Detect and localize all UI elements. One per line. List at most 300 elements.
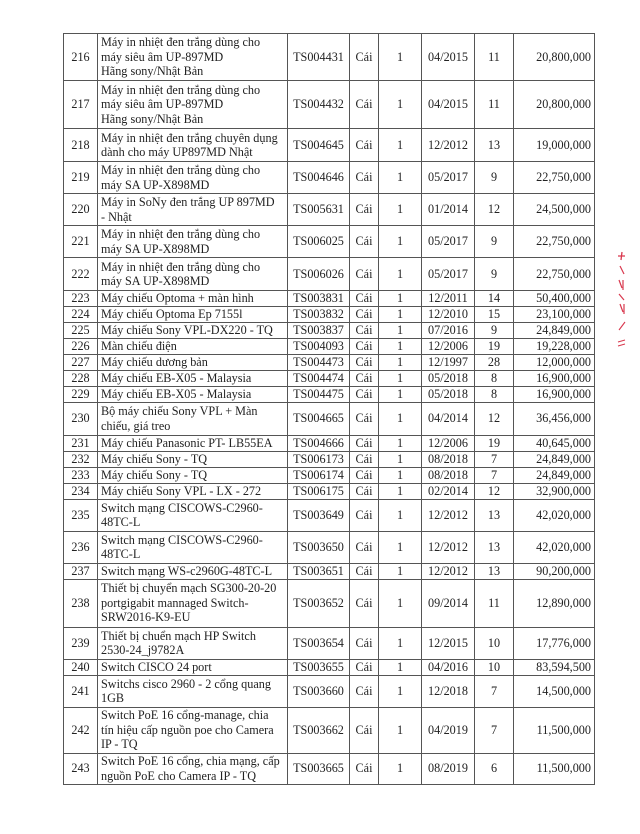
unit-cell: Cái: [350, 81, 379, 129]
years-used-cell: 7: [475, 675, 514, 707]
row-description-cell: [98, 659, 288, 675]
years-used-cell: 13: [475, 531, 514, 563]
row-number-cell: 229: [64, 386, 98, 402]
quantity-cell: 1: [379, 579, 422, 627]
unit-cell: Cái: [350, 34, 379, 81]
table-row: [64, 402, 595, 435]
acquired-date-cell: 04/2014: [422, 402, 475, 435]
unit-cell: Cái: [350, 386, 379, 402]
quantity-cell: 1: [379, 291, 422, 307]
table-row: [64, 435, 595, 451]
table-row: [64, 707, 595, 753]
unit-cell: Cái: [350, 483, 379, 499]
row-description-cell: [98, 563, 288, 579]
table-row: [64, 129, 595, 162]
margin-red-marks: [615, 250, 631, 363]
row-description-cell: [98, 467, 288, 483]
years-used-cell: 7: [475, 467, 514, 483]
years-used-cell: 15: [475, 306, 514, 322]
acquired-date-cell: 12/1997: [422, 354, 475, 370]
quantity-cell: 1: [379, 34, 422, 81]
years-used-cell: 12: [475, 194, 514, 226]
asset-code-cell: TS003649: [288, 499, 350, 531]
description-line: nguồn PoE cho Camera IP - TQ: [101, 768, 257, 783]
acquired-date-cell: 08/2018: [422, 467, 475, 483]
description-line: portgigabit mannaged Switch-: [101, 595, 249, 610]
original-value-cell: 24,849,000: [514, 467, 595, 483]
description-line: Switch mạng CISCOWS-C2960-: [101, 532, 263, 547]
row-description-cell: [98, 322, 288, 338]
original-value-cell: 36,456,000: [514, 402, 595, 435]
original-value-cell: 22,750,000: [514, 226, 595, 258]
table-row: [64, 659, 595, 675]
quantity-cell: 1: [379, 194, 422, 226]
unit-cell: Cái: [350, 707, 379, 753]
table-row: [64, 194, 595, 226]
row-description-cell: [98, 34, 288, 81]
years-used-cell: 28: [475, 354, 514, 370]
years-used-cell: 9: [475, 226, 514, 258]
row-number-cell: 223: [64, 291, 98, 307]
handwritten-mark-icon: [615, 250, 629, 360]
years-used-cell: 10: [475, 659, 514, 675]
description-line: chiếu, giá treo: [101, 418, 171, 433]
description-line: Máy chiếu Sony VPL-DX220 - TQ: [101, 322, 273, 337]
row-number-cell: 232: [64, 451, 98, 467]
acquired-date-cell: 12/2015: [422, 627, 475, 659]
table-row: [64, 81, 595, 129]
original-value-cell: 12,890,000: [514, 579, 595, 627]
row-description-cell: [98, 499, 288, 531]
unit-cell: Cái: [350, 467, 379, 483]
original-value-cell: 90,200,000: [514, 563, 595, 579]
acquired-date-cell: 12/2011: [422, 291, 475, 307]
asset-code-cell: TS003662: [288, 707, 350, 753]
row-number-cell: 219: [64, 162, 98, 194]
asset-code-cell: TS006026: [288, 258, 350, 291]
table-row: [64, 579, 595, 627]
row-description-cell: [98, 675, 288, 707]
description-line: Máy in nhiệt đen trắng dùng cho: [101, 163, 261, 177]
row-description-cell: [98, 306, 288, 322]
table-row: [64, 531, 595, 563]
years-used-cell: 13: [475, 129, 514, 162]
table-row: [64, 370, 595, 386]
description-line: Thiết bị chuển mạch HP Switch: [101, 628, 256, 643]
description-line: máy SA UP-X898MD: [101, 177, 210, 192]
table-row: [64, 306, 595, 322]
table-row: [64, 354, 595, 370]
quantity-cell: 1: [379, 435, 422, 451]
original-value-cell: 19,228,000: [514, 338, 595, 354]
original-value-cell: 42,020,000: [514, 499, 595, 531]
description-line: Switchs cisco 2960 - 2 cổng quang: [101, 676, 271, 691]
row-description-cell: [98, 370, 288, 386]
original-value-cell: 40,645,000: [514, 435, 595, 451]
row-description-cell: [98, 435, 288, 451]
unit-cell: Cái: [350, 370, 379, 386]
description-line: Thiết bị chuyển mạch SG300-20-20: [101, 581, 277, 596]
years-used-cell: 12: [475, 483, 514, 499]
description-line: Máy chiếu Sony - TQ: [101, 451, 208, 466]
acquired-date-cell: 12/2012: [422, 129, 475, 162]
original-value-cell: 42,020,000: [514, 531, 595, 563]
acquired-date-cell: 01/2014: [422, 194, 475, 226]
description-line: Máy chiếu EB-X05 - Malaysia: [101, 386, 252, 401]
table-row: [64, 338, 595, 354]
description-line: máy SA UP-X898MD: [101, 241, 210, 256]
row-description-cell: [98, 483, 288, 499]
asset-code-cell: TS004431: [288, 34, 350, 81]
unit-cell: Cái: [350, 675, 379, 707]
asset-table: [63, 33, 595, 785]
unit-cell: Cái: [350, 306, 379, 322]
quantity-cell: 1: [379, 402, 422, 435]
description-line: Màn chiếu điện: [101, 338, 177, 353]
row-number-cell: 242: [64, 707, 98, 753]
table-row: [64, 467, 595, 483]
acquired-date-cell: 12/2012: [422, 531, 475, 563]
years-used-cell: 7: [475, 707, 514, 753]
row-number-cell: 220: [64, 194, 98, 226]
unit-cell: Cái: [350, 322, 379, 338]
row-description-cell: [98, 753, 288, 784]
original-value-cell: 24,849,000: [514, 322, 595, 338]
original-value-cell: 16,900,000: [514, 370, 595, 386]
asset-code-cell: TS004432: [288, 81, 350, 129]
description-line: 2530-24_j9782A: [101, 643, 185, 657]
unit-cell: Cái: [350, 451, 379, 467]
original-value-cell: 23,100,000: [514, 306, 595, 322]
row-description-cell: [98, 338, 288, 354]
acquired-date-cell: 04/2019: [422, 707, 475, 753]
row-number-cell: 243: [64, 753, 98, 784]
description-line: Máy chiếu dương bản: [101, 354, 208, 369]
row-description-cell: [98, 162, 288, 194]
quantity-cell: 1: [379, 707, 422, 753]
row-number-cell: 236: [64, 531, 98, 563]
description-line: Máy chiếu Optoma Ep 7155l: [101, 306, 243, 321]
quantity-cell: 1: [379, 370, 422, 386]
years-used-cell: 7: [475, 451, 514, 467]
description-line: máy siêu âm UP-897MD: [101, 49, 224, 64]
table-row: [64, 291, 595, 307]
description-line: 48TC-L: [101, 547, 141, 561]
row-number-cell: 224: [64, 306, 98, 322]
years-used-cell: 11: [475, 34, 514, 81]
row-number-cell: 241: [64, 675, 98, 707]
row-description-cell: [98, 194, 288, 226]
unit-cell: Cái: [350, 531, 379, 563]
row-number-cell: 227: [64, 354, 98, 370]
row-number-cell: 239: [64, 627, 98, 659]
original-value-cell: 24,500,000: [514, 194, 595, 226]
asset-code-cell: TS004473: [288, 354, 350, 370]
asset-code-cell: TS003651: [288, 563, 350, 579]
table-row: [64, 322, 595, 338]
row-number-cell: 240: [64, 659, 98, 675]
years-used-cell: 6: [475, 753, 514, 784]
row-number-cell: 238: [64, 579, 98, 627]
acquired-date-cell: 04/2015: [422, 34, 475, 81]
quantity-cell: 1: [379, 531, 422, 563]
acquired-date-cell: 12/2006: [422, 338, 475, 354]
table-row: [64, 386, 595, 402]
description-line: Hãng sony/Nhật Bản: [101, 64, 204, 79]
acquired-date-cell: 12/2018: [422, 675, 475, 707]
row-number-cell: 217: [64, 81, 98, 129]
quantity-cell: 1: [379, 322, 422, 338]
asset-code-cell: TS004645: [288, 129, 350, 162]
description-line: Hãng sony/Nhật Bản: [101, 111, 204, 126]
description-line: Máy in nhiệt đen trắng dùng cho: [101, 227, 261, 241]
row-number-cell: 221: [64, 226, 98, 258]
original-value-cell: 32,900,000: [514, 483, 595, 499]
acquired-date-cell: 05/2017: [422, 258, 475, 291]
original-value-cell: 11,500,000: [514, 753, 595, 784]
years-used-cell: 8: [475, 386, 514, 402]
years-used-cell: 13: [475, 499, 514, 531]
original-value-cell: 20,800,000: [514, 81, 595, 129]
description-line: Switch CISCO 24 port: [101, 659, 212, 674]
unit-cell: Cái: [350, 563, 379, 579]
asset-code-cell: TS003655: [288, 659, 350, 675]
row-description-cell: [98, 258, 288, 291]
row-description-cell: [98, 707, 288, 753]
unit-cell: Cái: [350, 291, 379, 307]
years-used-cell: 9: [475, 258, 514, 291]
quantity-cell: 1: [379, 753, 422, 784]
quantity-cell: 1: [379, 675, 422, 707]
row-description-cell: [98, 226, 288, 258]
original-value-cell: 16,900,000: [514, 386, 595, 402]
quantity-cell: 1: [379, 451, 422, 467]
acquired-date-cell: 04/2015: [422, 81, 475, 129]
description-line: Máy chiếu Sony VPL - LX - 272: [101, 483, 262, 498]
description-line: Máy in nhiệt đen trắng dùng cho: [101, 82, 261, 97]
row-description-cell: [98, 402, 288, 435]
years-used-cell: 11: [475, 579, 514, 627]
asset-code-cell: TS003650: [288, 531, 350, 563]
row-number-cell: 228: [64, 370, 98, 386]
asset-code-cell: TS006175: [288, 483, 350, 499]
table-row: [64, 483, 595, 499]
original-value-cell: 22,750,000: [514, 258, 595, 291]
quantity-cell: 1: [379, 659, 422, 675]
description-line: 1GB: [101, 691, 125, 705]
row-description-cell: [98, 579, 288, 627]
quantity-cell: 1: [379, 483, 422, 499]
unit-cell: Cái: [350, 338, 379, 354]
row-description-cell: [98, 129, 288, 162]
original-value-cell: 14,500,000: [514, 675, 595, 707]
description-line: Máy chiếu Optoma + màn hình: [101, 291, 254, 305]
unit-cell: Cái: [350, 499, 379, 531]
description-line: tín hiệu cấp nguồn poe cho Camera: [101, 722, 274, 737]
unit-cell: Cái: [350, 402, 379, 435]
row-description-cell: [98, 291, 288, 307]
asset-code-cell: TS004666: [288, 435, 350, 451]
asset-code-cell: TS003831: [288, 291, 350, 307]
asset-code-cell: TS004475: [288, 386, 350, 402]
asset-code-cell: TS004665: [288, 402, 350, 435]
row-number-cell: 231: [64, 435, 98, 451]
description-line: Máy chiếu Panasonic PT- LB55EA: [101, 435, 273, 450]
description-line: Switch PoE 16 cổng, chia mạng, cấp: [101, 754, 280, 768]
quantity-cell: 1: [379, 306, 422, 322]
row-number-cell: 226: [64, 338, 98, 354]
original-value-cell: 11,500,000: [514, 707, 595, 753]
quantity-cell: 1: [379, 354, 422, 370]
description-line: - Nhật: [101, 209, 132, 224]
table-row: [64, 226, 595, 258]
table-row: [64, 753, 595, 784]
years-used-cell: 10: [475, 627, 514, 659]
unit-cell: Cái: [350, 659, 379, 675]
description-line: Máy chiếu EB-X05 - Malaysia: [101, 370, 252, 385]
original-value-cell: 20,800,000: [514, 34, 595, 81]
row-number-cell: 237: [64, 563, 98, 579]
description-line: Switch PoE 16 cổng-manage, chia: [101, 708, 269, 723]
asset-table-body: [64, 34, 595, 785]
table-row: [64, 499, 595, 531]
years-used-cell: 19: [475, 435, 514, 451]
unit-cell: Cái: [350, 435, 379, 451]
quantity-cell: 1: [379, 81, 422, 129]
years-used-cell: 14: [475, 291, 514, 307]
row-number-cell: 222: [64, 258, 98, 291]
asset-code-cell: TS003660: [288, 675, 350, 707]
years-used-cell: 9: [475, 322, 514, 338]
acquired-date-cell: 08/2019: [422, 753, 475, 784]
table-row: [64, 162, 595, 194]
quantity-cell: 1: [379, 386, 422, 402]
years-used-cell: 9: [475, 162, 514, 194]
table-row: [64, 451, 595, 467]
acquired-date-cell: 12/2012: [422, 499, 475, 531]
table-row: [64, 563, 595, 579]
table-row: [64, 675, 595, 707]
acquired-date-cell: 05/2018: [422, 370, 475, 386]
unit-cell: Cái: [350, 627, 379, 659]
unit-cell: Cái: [350, 194, 379, 226]
original-value-cell: 83,594,500: [514, 659, 595, 675]
description-line: Bộ máy chiếu Sony VPL + Màn: [101, 404, 258, 418]
row-description-cell: [98, 354, 288, 370]
table-row: [64, 258, 595, 291]
unit-cell: Cái: [350, 226, 379, 258]
original-value-cell: 17,776,000: [514, 627, 595, 659]
row-number-cell: 233: [64, 467, 98, 483]
years-used-cell: 12: [475, 402, 514, 435]
unit-cell: Cái: [350, 258, 379, 291]
asset-code-cell: TS005631: [288, 194, 350, 226]
years-used-cell: 8: [475, 370, 514, 386]
quantity-cell: 1: [379, 129, 422, 162]
unit-cell: Cái: [350, 129, 379, 162]
description-line: máy siêu âm UP-897MD: [101, 97, 224, 112]
original-value-cell: 22,750,000: [514, 162, 595, 194]
row-number-cell: 218: [64, 129, 98, 162]
quantity-cell: 1: [379, 563, 422, 579]
description-line: dành cho máy UP897MD Nhật: [101, 145, 253, 159]
row-description-cell: [98, 81, 288, 129]
unit-cell: Cái: [350, 579, 379, 627]
quantity-cell: 1: [379, 226, 422, 258]
description-line: SRW2016-K9-EU: [101, 610, 191, 625]
asset-code-cell: TS004646: [288, 162, 350, 194]
row-number-cell: 235: [64, 499, 98, 531]
asset-code-cell: TS003665: [288, 753, 350, 784]
description-line: IP - TQ: [101, 737, 138, 752]
acquired-date-cell: 09/2014: [422, 579, 475, 627]
quantity-cell: 1: [379, 338, 422, 354]
description-line: máy SA UP-X898MD: [101, 274, 210, 288]
row-description-cell: [98, 627, 288, 659]
quantity-cell: 1: [379, 499, 422, 531]
acquired-date-cell: 08/2018: [422, 451, 475, 467]
original-value-cell: 19,000,000: [514, 129, 595, 162]
asset-code-cell: TS006174: [288, 467, 350, 483]
description-line: Máy in SoNy đen trắng UP 897MD: [101, 195, 275, 209]
quantity-cell: 1: [379, 467, 422, 483]
asset-code-cell: TS006025: [288, 226, 350, 258]
quantity-cell: 1: [379, 258, 422, 291]
unit-cell: Cái: [350, 162, 379, 194]
row-number-cell: 234: [64, 483, 98, 499]
row-number-cell: 225: [64, 322, 98, 338]
asset-code-cell: TS006173: [288, 451, 350, 467]
table-row: [64, 627, 595, 659]
asset-code-cell: TS004093: [288, 338, 350, 354]
description-line: Máy in nhiệt đen trắng dùng cho: [101, 259, 261, 274]
acquired-date-cell: 02/2014: [422, 483, 475, 499]
table-row: [64, 34, 595, 81]
row-number-cell: 230: [64, 402, 98, 435]
acquired-date-cell: 12/2010: [422, 306, 475, 322]
asset-code-cell: TS003654: [288, 627, 350, 659]
row-description-cell: [98, 451, 288, 467]
asset-code-cell: TS003832: [288, 306, 350, 322]
description-line: Switch mạng WS-c2960G-48TC-L: [101, 563, 273, 578]
years-used-cell: 11: [475, 81, 514, 129]
acquired-date-cell: 05/2018: [422, 386, 475, 402]
asset-code-cell: TS004474: [288, 370, 350, 386]
acquired-date-cell: 12/2006: [422, 435, 475, 451]
original-value-cell: 24,849,000: [514, 451, 595, 467]
description-line: Máy in nhiệt đen trắng chuyên dụng: [101, 130, 278, 145]
acquired-date-cell: 12/2012: [422, 563, 475, 579]
row-description-cell: [98, 531, 288, 563]
quantity-cell: 1: [379, 627, 422, 659]
years-used-cell: 13: [475, 563, 514, 579]
asset-code-cell: TS003652: [288, 579, 350, 627]
description-line: Switch mạng CISCOWS-C2960-: [101, 500, 263, 515]
quantity-cell: 1: [379, 162, 422, 194]
acquired-date-cell: 07/2016: [422, 322, 475, 338]
acquired-date-cell: 05/2017: [422, 162, 475, 194]
row-description-cell: [98, 386, 288, 402]
acquired-date-cell: 04/2016: [422, 659, 475, 675]
acquired-date-cell: 05/2017: [422, 226, 475, 258]
description-line: 48TC-L: [101, 515, 141, 529]
years-used-cell: 19: [475, 338, 514, 354]
asset-code-cell: TS003837: [288, 322, 350, 338]
unit-cell: Cái: [350, 354, 379, 370]
original-value-cell: 12,000,000: [514, 354, 595, 370]
row-number-cell: 216: [64, 34, 98, 81]
original-value-cell: 50,400,000: [514, 291, 595, 307]
